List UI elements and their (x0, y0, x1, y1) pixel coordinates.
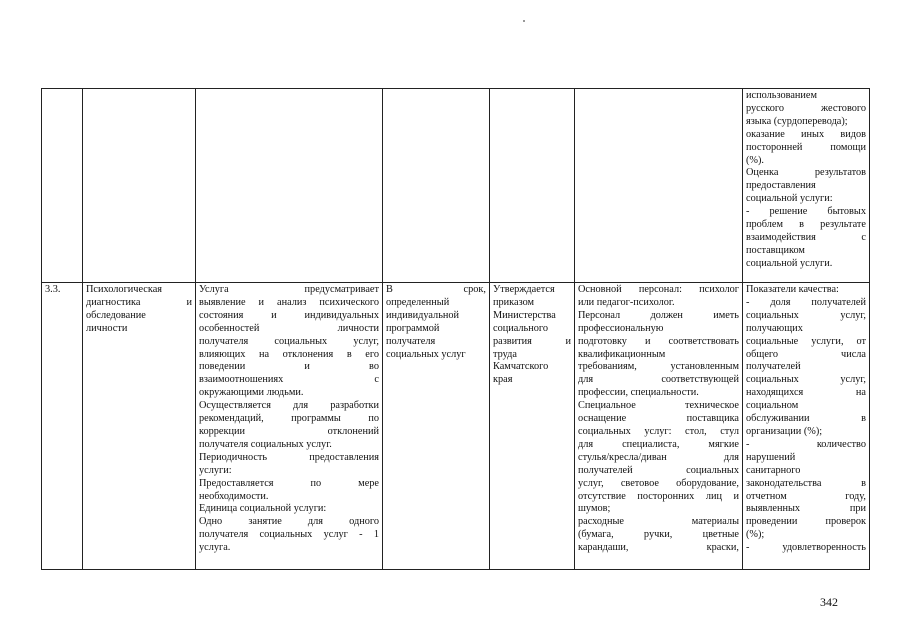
cell-quality (743, 283, 870, 570)
table-row-3-3 (42, 283, 870, 570)
cell-empty-name (83, 89, 196, 283)
cell-empty-cost (490, 89, 575, 283)
service-description: Услуга предусматривает выявление и анализ психического состояния и индивидуальных особенностей личности получателя социальных услуг, влияющих на отклонения в его поведении и во взаимоотношениях с окружающими людьми. Осуществляется для разработки рекомендаций, программы по коррекции отклонений получателя социальных услуг. Периодичность предоставления услуги: Предоставляется по мере необходимости. Единица социальной услуги: Одно занятие для одного получателя социальных услуг - 1 услуга. (199, 284, 379, 554)
cell-service-name (83, 283, 196, 570)
cell-empty-num (42, 89, 83, 283)
quality-continuation-text: использованием русского жестового языка (сурдоперевода); оказание иных видов посторонней помощи (%). Оценка результатов предоставления социальной услуги: - решение бытовых проблем в результате взаимодействия с поставщиком социальной услуги. (746, 90, 866, 269)
cell-number (42, 283, 83, 570)
services-table (41, 88, 870, 570)
page-number: 342 (820, 595, 838, 609)
table-row-continuation (42, 89, 870, 283)
service-name: Психологическая диагностика и обследование личности (86, 284, 192, 334)
row-number: 3.3. (45, 284, 61, 295)
cell-empty-term (383, 89, 490, 283)
cell-empty-conditions (575, 89, 743, 283)
cell-empty-description (196, 89, 383, 283)
cell-conditions (575, 283, 743, 570)
cell-description (196, 283, 383, 570)
service-cost: Утверждается приказом Министерства социального развития и труда Камчатского края (493, 284, 571, 386)
service-term: В срок, определенный индивидуальной программой получателя социальных услуг (386, 284, 486, 360)
scan-speck (523, 20, 525, 22)
service-conditions: Основной персонал: психолог или педагог-психолог. Персонал должен иметь профессиональную подготовку и соответствовать квалификационным требованиям, установленным для соответствующей профессии, специальности. Специальное техническое оснащение поставщика социальных услуг: стол, стул для специалиста, мягкие стулья/кресла/диван для получателей социальных услуг, световое оборудование, отсутствие посторонних лиц и шумов; расходные материалы (бумага, ручки, цветные карандаши, краски, (578, 284, 739, 554)
cell-quality-continuation (743, 89, 870, 283)
cell-cost (490, 283, 575, 570)
cell-term (383, 283, 490, 570)
service-quality: Показатели качества: - доля получателей социальных услуг, получающих социальные услуги, от общего числа получателей социальных услуг, находящихся на социальном обслуживании в организации (%); - количество нарушений санитарного законодательства в отчетном году, выявленных при проведении проверок (%); - удовлетворенность (746, 284, 866, 554)
